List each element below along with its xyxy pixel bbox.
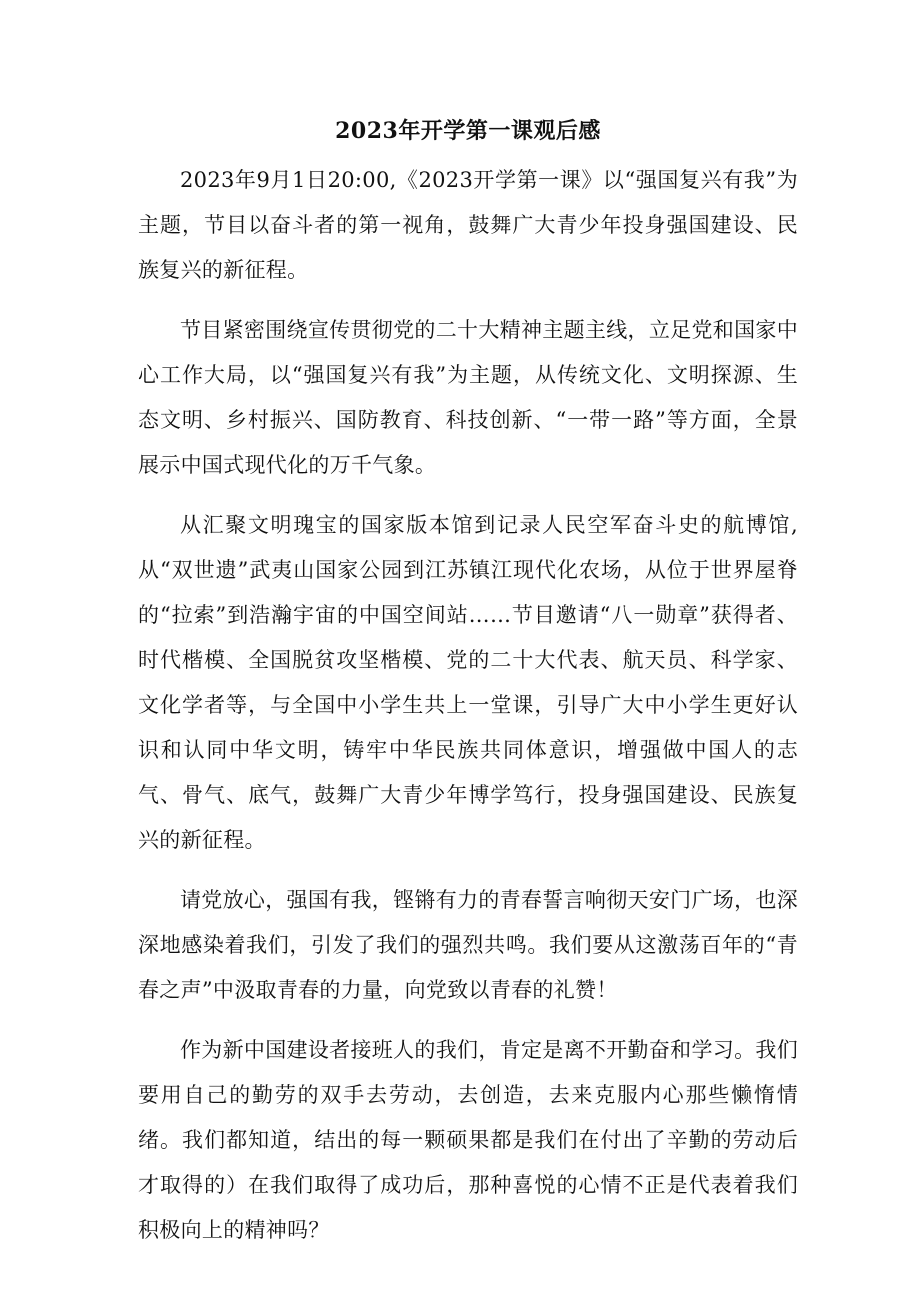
- paragraph-4: 请党放心，强国有我，铿锵有力的青春誓言响彻天安门广场，也深深地感染着我们，引发了我们的强烈共鸣。我们要从这激荡百年的“青春之声”中汲取青春的力量，向党致以青春的礼赞！: [138, 888, 798, 1002]
- paragraph-1: 2023年9月1日20:00,《2023开学第一课》以“强国复兴有我”为主题，节目以奋斗者的第一视角，鼓舞广大青少年投身强国建设、民族复兴的新征程。: [138, 168, 798, 282]
- document-title: 2023年开学第一课观后感: [335, 118, 601, 144]
- paragraph-3: 从汇聚文明瑰宝的国家版本馆到记录人民空军奋斗史的航博馆,从“双世遗”武夷山国家公园到江苏镇江现代化农场，从位于世界屋脊的“拉索”到浩瀚宇宙的中国空间站……节目邀请“八一勋章”获得者、时代楷模、全国脱贫攻坚楷模、党的二十大代表、航天员、科学家、文化学者等，与全国中小学生共上一堂课，引导广大中小学生更好认识和认同中华文明，铸牢中华民族共同体意识，增强做中国人的志气、骨气、底气，鼓舞广大青少年博学笃行，投身强国建设、民族复兴的新征程。: [138, 513, 798, 852]
- paragraph-2: 节目紧密围绕宣传贯彻党的二十大精神主题主线，立足党和国家中心工作大局，以“强国复兴有我”为主题，从传统文化、文明探源、生态文明、乡村振兴、国防教育、科技创新、“一带一路”等方面，全景展示中国式现代化的万千气象。: [138, 318, 798, 477]
- paragraph-5: 作为新中国建设者接班人的我们，肯定是离不开勤奋和学习。我们要用自己的勤劳的双手去劳动，去创造，去来克服内心那些懒惰情绪。我们都知道，结出的每一颗硕果都是我们在付出了辛勤的劳动后才取得的）在我们取得了成功后，那种喜悦的心情不正是代表着我们积极向上的精神吗？: [138, 1038, 798, 1242]
- document-body: [138, 112, 798, 1268]
